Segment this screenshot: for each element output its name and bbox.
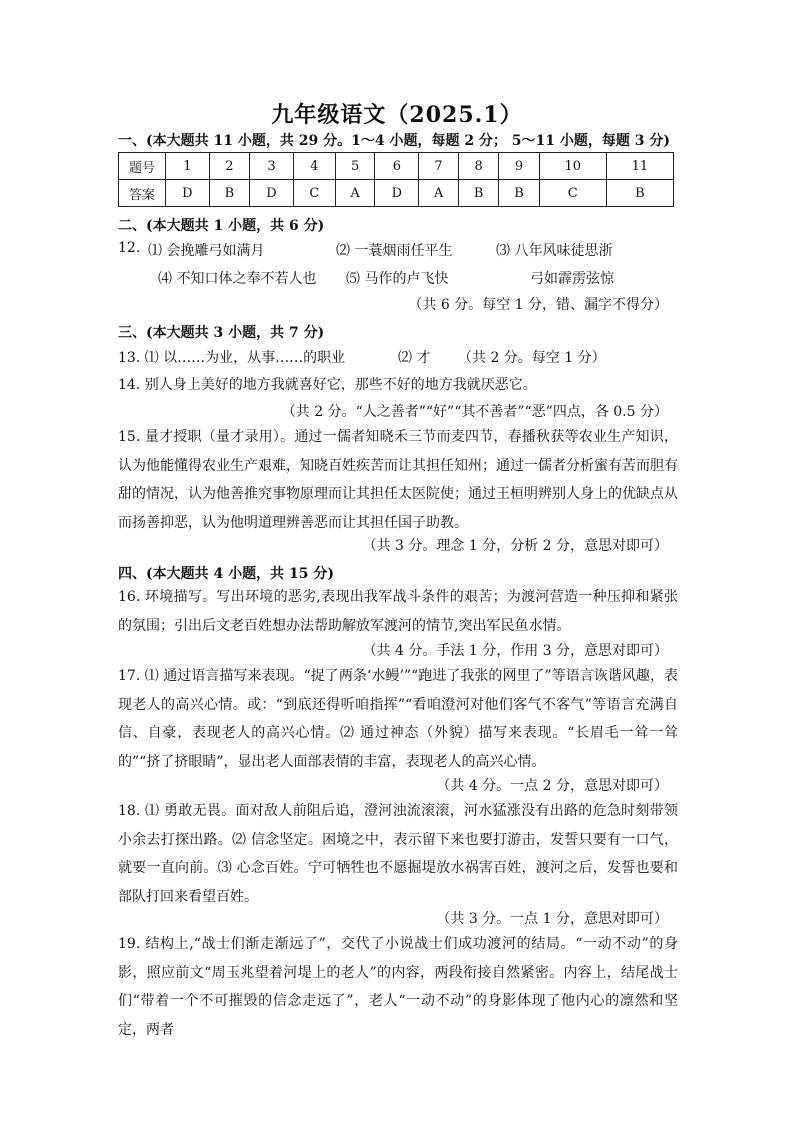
q12-answer-3: ⑶ 八年风味徒思浙 xyxy=(496,243,613,259)
q15-answer: 15. 量才授职（量才录用）。通过一儒者知晓禾三节而麦四节，春播秋获等农业生产知识，认为他能懂得农业生产艰难，知晓百姓疾苦而让其担任知州；通过一儒者分析蜜有苦而胆有甜的情况，认为他善推究事物原理而让其担任太医院使；通过王桓明辨别人身上的优缺点从而扬善抑恶，认为他明道理辨善恶而让其担任国子助教。 xyxy=(118,429,678,531)
answer-cell: A xyxy=(419,180,459,207)
q12-answer-4: ⑷ 不知口体之奉不若人也 xyxy=(158,271,317,287)
q13-scoring-note: （共 2 分。每空 1 分） xyxy=(458,350,606,366)
page-title: 九年级语文（2025.1） xyxy=(271,102,523,128)
q13-answer-1: 13. ⑴ 以……为业，从事……的职业 xyxy=(118,350,346,366)
q16-answer: 16. 环境描写。写出环境的恶劣,表现出我军战斗条件的艰苦；为渡河营造一种压抑和紧张的氛围；引出后文老百姓想办法帮助解放军渡河的情节,突出军民鱼水情。 xyxy=(118,589,678,634)
answer-cell: B xyxy=(458,180,498,207)
section-4-heading: 四、(本大题共 4 小题，共 15 分) xyxy=(118,566,334,582)
question-number: 10 xyxy=(539,153,606,180)
answer-cell: C xyxy=(293,180,335,207)
table-row-numbers xyxy=(119,153,674,180)
answer-cell: A xyxy=(335,180,375,207)
q15-scoring-note: （共 3 分。理念 1 分，分析 2 分，意思对即可） xyxy=(362,538,668,554)
question-number: 3 xyxy=(250,153,294,180)
q18-scoring-note: （共 3 分。一点 1 分，意思对即可） xyxy=(436,911,668,927)
section-2-heading: 二、(本大题共 1 小题，共 6 分) xyxy=(118,218,325,234)
q16-scoring-note: （共 4 分。手法 1 分，作用 3 分，意思对即可） xyxy=(362,643,668,659)
table-row-answers xyxy=(119,180,674,207)
q14-scoring-note: （共 2 分。“人之善者”“好”“其不善者”“恶”四点，各 0.5 分） xyxy=(281,404,668,420)
answer-cell: D xyxy=(250,180,294,207)
section-3-heading: 三、(本大题共 3 小题，共 7 分) xyxy=(118,325,325,341)
answer-cell: B xyxy=(209,180,249,207)
row-label-number: 题号 xyxy=(119,153,166,180)
q12-answer-1: ⑴ 会挽雕弓如满月 xyxy=(148,243,265,259)
question-number: 1 xyxy=(166,153,210,180)
q18-answer: 18. ⑴ 勇敢无畏。面对敌人前阻后追，澄河浊流滚滚，河水猛涨没有出路的危急时刻带领小余去打探出路。⑵ 信念坚定。困境之中，表示留下来也要打游击，发誓只要有一口气，就要一直向前。⑶ 心念百姓。宁可牺牲也不愿掘堤放水祸害百姓，渡河之后，发誓也要和部队打回来看望百姓。 xyxy=(118,803,678,905)
row-label-answer: 答案 xyxy=(119,180,166,207)
q17-answer: 17. ⑴ 通过语言描写来表现。“捉了两条‘水鳗’”“跑进了我张的网里了”等语言诙谐风趣，表现老人的高兴心情。或：“到底还得听咱指挥”“看咱澄河对他们客气不客气”等语言充满自信、自豪，表现老人的高兴心情。⑵ 通过神态（外貌）描写来表现。“长眉毛一耸一耸的”“挤了挤眼睛”，显出老人面部表情的丰富，表现老人的高兴心情。 xyxy=(118,668,678,770)
section-1-heading: 一、(本大题共 11 小题，共 29 分。1～4 小题，每题 2 分； 5～11 小题，每题 3 分) xyxy=(118,133,671,149)
answer-cell: D xyxy=(166,180,210,207)
question-number: 8 xyxy=(458,153,498,180)
q19-answer: 19. 结构上,“战士们渐走渐远了”，交代了小说战士们成功渡河的结局。“一动不动”的身影，照应前文“周玉兆望着河堤上的老人”的内容，两段衔接自然紧密。内容上，结尾战士们“带着一个不可摧毁的信念走远了”，老人“一动不动”的身影体现了他内心的凛然和坚定，两者 xyxy=(118,936,678,1038)
question-number: 11 xyxy=(606,153,673,180)
question-number: 9 xyxy=(499,153,539,180)
answer-cell: B xyxy=(499,180,539,207)
q17-scoring-note: （共 4 分。一点 2 分，意思对即可） xyxy=(436,778,668,794)
q12-answer-2: ⑵ 一蓑烟雨任平生 xyxy=(336,243,453,259)
q12-scoring-note: （共 6 分。每空 1 分，错、漏字不得分） xyxy=(408,297,668,313)
q12-answer-6: 弓如霹雳弦惊 xyxy=(530,271,614,287)
question-number: 6 xyxy=(375,153,419,180)
question-number: 2 xyxy=(209,153,249,180)
q13-answer-2: ⑵ 才 xyxy=(398,350,431,366)
answer-table xyxy=(118,152,674,207)
answer-cell: C xyxy=(539,180,606,207)
q12-answer-5: ⑸ 马作的卢飞快 xyxy=(346,271,449,287)
q14-answer: 14. 别人身上美好的地方我就喜好它，那些不好的地方我就厌恶它。 xyxy=(118,377,537,393)
question-number: 5 xyxy=(335,153,375,180)
question-number: 4 xyxy=(293,153,335,180)
q12-number: 12. xyxy=(118,240,141,256)
answer-cell: B xyxy=(606,180,673,207)
question-number: 7 xyxy=(419,153,459,180)
answer-cell: D xyxy=(375,180,419,207)
